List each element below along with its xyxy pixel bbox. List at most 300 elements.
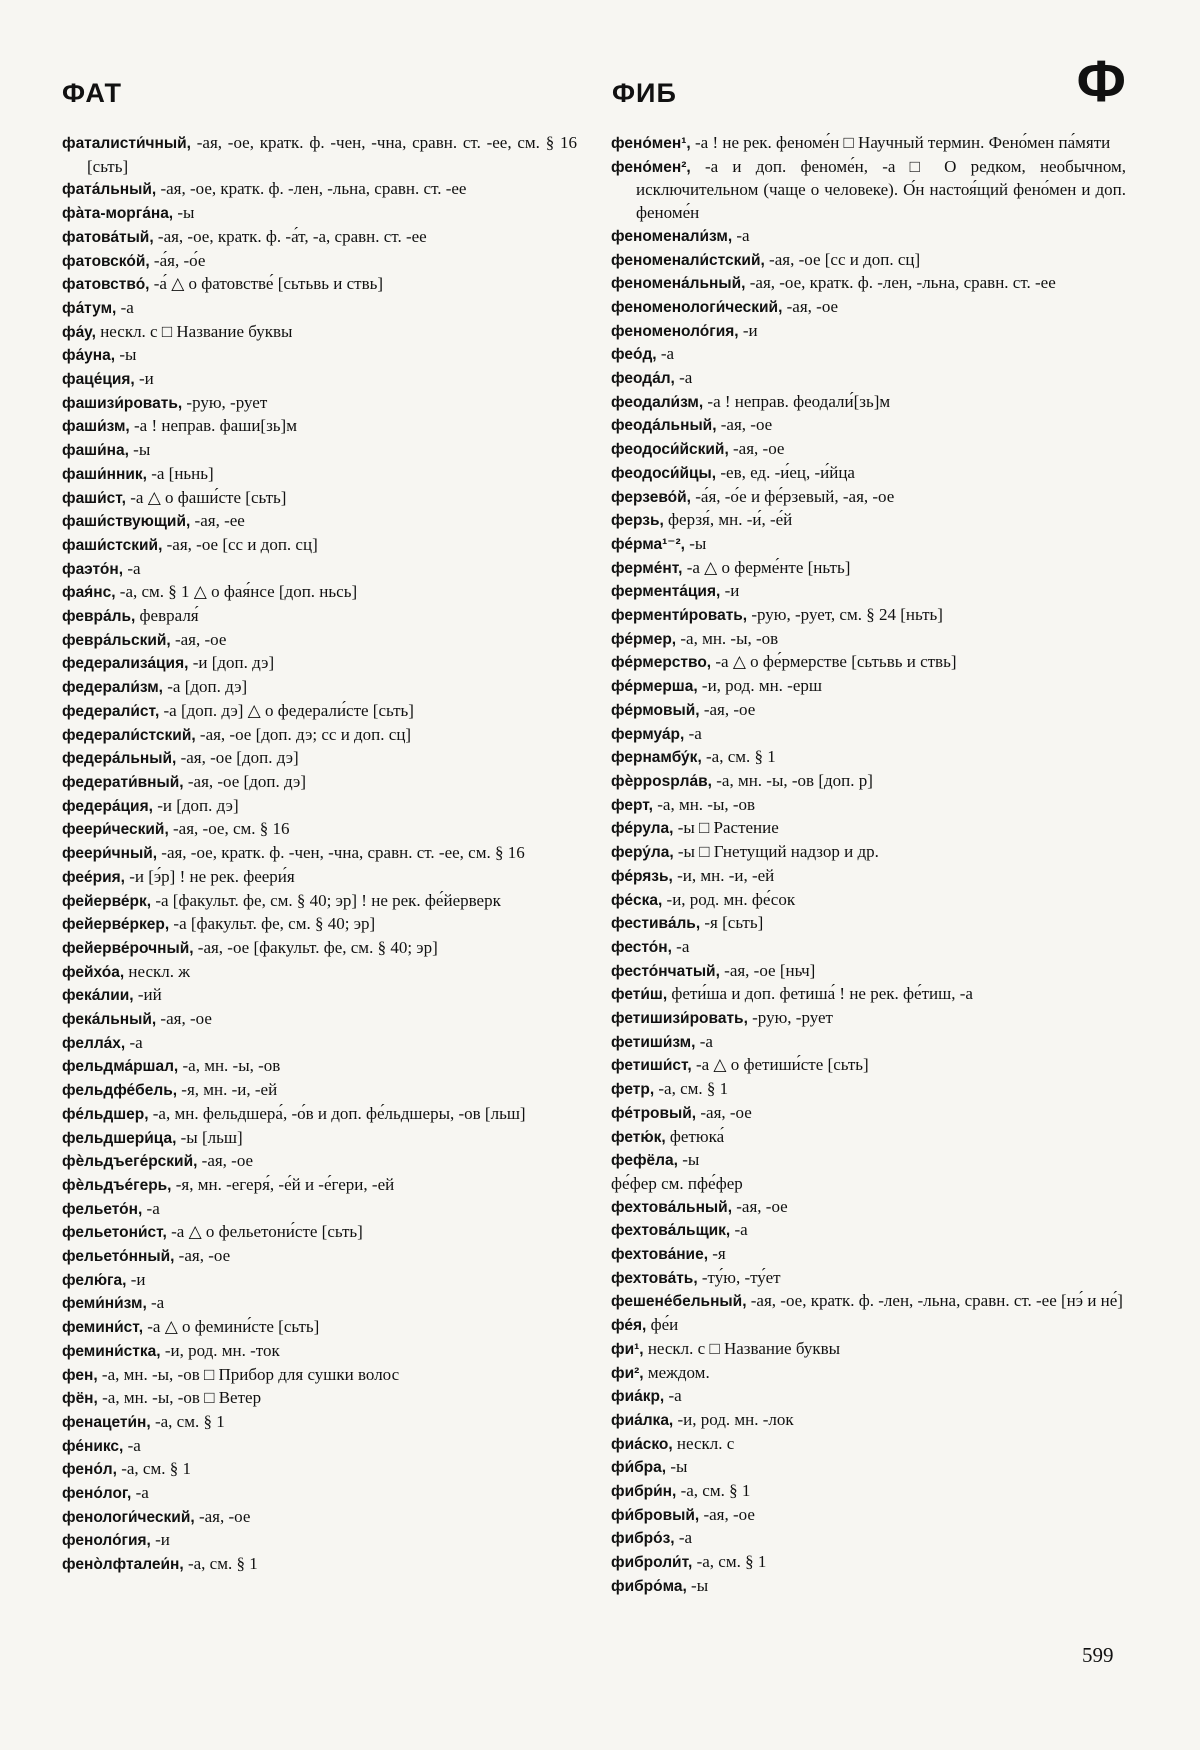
dictionary-entry [62, 1127, 577, 1151]
dictionary-entry [611, 249, 1126, 273]
dictionary-entry [62, 818, 577, 842]
entry-body: -и [доп. дэ] [157, 795, 239, 815]
entry-body: -ая, -ое [доп. дэ] [180, 748, 299, 768]
entry-body: -а [734, 1220, 748, 1240]
entry-body: -рую, -рует [186, 392, 268, 412]
headword: фаши́нник, [62, 465, 147, 483]
dictionary-entry [62, 1316, 577, 1340]
headword: феми́ни́зм, [62, 1295, 147, 1313]
dictionary-entry [611, 1243, 1126, 1267]
entry-body: -а, мн. -ы, -ов [680, 628, 779, 648]
entry-body: -ая, -ое [доп. дэ] [187, 771, 306, 791]
entry-body: -а [доп. дэ] [167, 677, 248, 697]
entry-body: -и, род. мн. -ток [164, 1340, 280, 1360]
headword: феодоси́йцы, [611, 464, 717, 482]
dictionary-entry [62, 842, 577, 866]
dictionary-entry [611, 651, 1126, 675]
entry-body: -ая, -ое [сс и доп. сц] [769, 249, 921, 269]
dictionary-entry [611, 628, 1126, 652]
headword: фен, [62, 1366, 98, 1384]
dictionary-entry [62, 1174, 577, 1198]
entry-body: -и [доп. дэ] [192, 653, 275, 673]
entry-body: -ая, -ое [сс и доп. сц] [166, 534, 318, 554]
dictionary-entry [62, 1340, 577, 1364]
dictionary-entry [62, 1055, 577, 1079]
entry-body: -а △ о фетиши́сте [сьть] [695, 1055, 869, 1075]
entry-body: -ая, -ое [ньч] [724, 960, 816, 980]
headword: фемини́ст, [62, 1319, 144, 1337]
dictionary-entry [62, 984, 577, 1008]
entry-body: -а, мн. фельдшера́, -о́в и доп. фе́льдшеры, -ов [льш] [152, 1103, 526, 1123]
dictionary-entry [62, 132, 577, 178]
dictionary-entry [611, 272, 1126, 296]
entry-body: -а, мн. -ы, -ов [182, 1056, 281, 1076]
dictionary-entry [62, 1292, 577, 1316]
page-number: 599 [1082, 1643, 1114, 1667]
headword: фейерве́рочный, [62, 939, 194, 957]
headword: фаши́стский, [62, 536, 163, 554]
headword: фее́рия, [62, 868, 125, 886]
headword: фи², [611, 1364, 644, 1382]
entry-body: -а, мн. -ы, -ов □ Прибор для сушки волос [101, 1364, 400, 1384]
entry-body: нескл. с [676, 1433, 735, 1453]
dictionary-entry [62, 890, 577, 914]
dictionary-entry [611, 1219, 1126, 1243]
dictionary-entry [611, 1290, 1126, 1314]
dictionary-entry [62, 1032, 577, 1056]
headword: феода́льный, [611, 417, 717, 435]
dictionary-entry [62, 795, 577, 819]
entry-body: -ы [119, 345, 137, 365]
dictionary-entry [611, 343, 1126, 367]
dictionary-entry [62, 747, 577, 771]
entry-body: фе́фер см. пфе́фер [611, 1173, 743, 1193]
entry-body: -ая, -ее [194, 511, 245, 531]
dictionary-entry [611, 1196, 1126, 1220]
entry-body: -а́ △ о фатовстве́ [сьтьвь и ствь] [153, 274, 384, 294]
headword: фехтова́льщик, [611, 1222, 731, 1240]
dictionary-entry [62, 463, 577, 487]
entry-body: -и, род. мн. фе́сок [666, 889, 796, 909]
entry-body: -а ! неправ. феодали́[зь]м [707, 391, 891, 411]
dictionary-entry [611, 1409, 1126, 1433]
headword: фейерве́рк, [62, 892, 152, 910]
dictionary-entry [611, 509, 1126, 533]
dictionary-entry [611, 462, 1126, 486]
dictionary-entry [611, 1078, 1126, 1102]
entry-body: -а [699, 1031, 713, 1051]
entry-body: -ы [689, 533, 707, 553]
dictionary-entry [611, 1575, 1126, 1599]
headword: фе́льдшер, [62, 1105, 149, 1123]
dictionary-entry [611, 841, 1126, 865]
headword: фаэто́н, [62, 560, 124, 578]
headword: фашизи́ровать, [62, 394, 183, 412]
headword: фено́л, [62, 1461, 117, 1479]
headword: фека́лии, [62, 987, 134, 1005]
headword: фети́ш, [611, 986, 668, 1004]
headword: федерали́ст, [62, 702, 160, 720]
headword: фесто́нчатый, [611, 962, 720, 980]
dictionary-entry [62, 1553, 577, 1577]
headword: фе́рула, [611, 820, 674, 838]
entry-body: -ы [177, 203, 195, 223]
dictionary-entry [611, 1504, 1126, 1528]
entry-body: -а [129, 1032, 143, 1052]
dictionary-entry [611, 983, 1126, 1007]
headword: фельдфе́бель, [62, 1082, 178, 1100]
entry-body: -ы [льш] [180, 1127, 243, 1147]
headword: фетю́к, [611, 1128, 666, 1146]
headword: феери́ческий, [62, 821, 169, 839]
headword: фехтова́льный, [611, 1198, 733, 1216]
headword: фе́рязь, [611, 867, 673, 885]
dictionary-entry [62, 1269, 577, 1293]
dictionary-entry [62, 273, 577, 297]
dictionary-entry [62, 1482, 577, 1506]
headword: феру́ла, [611, 844, 674, 862]
dictionary-entry [62, 724, 577, 748]
entry-body: -а [факульт. фе, см. § 40; эр] [173, 914, 376, 934]
dictionary-entry [62, 1364, 577, 1388]
headword: фе́рмовый, [611, 701, 700, 719]
dictionary-entry [611, 580, 1126, 604]
dictionary-entry [62, 1103, 577, 1127]
headword: фён, [62, 1390, 98, 1408]
dictionary-entry [62, 605, 577, 629]
dictionary-entry [62, 1150, 577, 1174]
entry-body: -а [679, 368, 693, 388]
dictionary-entry [611, 1314, 1126, 1338]
dictionary-entry [62, 368, 577, 392]
headword: ферт, [611, 796, 653, 814]
dictionary-entry [62, 510, 577, 534]
entry-body: -я, мн. -и, -ей [181, 1080, 278, 1100]
headword: фаши́на, [62, 442, 129, 460]
dictionary-entry [62, 321, 577, 345]
headword: федерали́зм, [62, 679, 163, 697]
headword: фетишизи́ровать, [611, 1010, 748, 1028]
entry-body: фе́и [650, 1315, 679, 1335]
entry-body: -а, мн. -ы, -ов [доп. р] [716, 770, 873, 790]
entry-body: -а △ о ферме́нте [ньть] [686, 557, 851, 577]
headword: фѐльдъеге́рский, [62, 1153, 198, 1171]
entry-body: -ая, -ое [178, 1246, 231, 1266]
headword: феноменоло́гия, [611, 322, 739, 340]
dictionary-entry [611, 1433, 1126, 1457]
running-head-right: ФИБ [612, 78, 677, 108]
entry-body: -а ! неправ. фаши[зь]м [133, 416, 297, 436]
headword: фесто́н, [611, 938, 672, 956]
entry-body: -ая, -ое [доп. дэ; сс и доп. сц] [199, 724, 412, 744]
entry-body: -ы [670, 1457, 688, 1477]
entry-body: -я, мн. -егеря́, -е́й и -е́гери, -ей [175, 1174, 395, 1194]
headword: фа̀та-морга́на, [62, 205, 174, 223]
entry-body: -и, род. мн. -ерш [701, 676, 822, 696]
dictionary-entry [611, 296, 1126, 320]
dictionary-entry [611, 1007, 1126, 1031]
left-column [62, 132, 577, 1577]
headword: фешене́бельный, [611, 1293, 747, 1311]
headword: фе́тровый, [611, 1104, 697, 1122]
dictionary-entry [611, 936, 1126, 960]
entry-body: нескл. ж [128, 961, 190, 981]
headword: феода́л, [611, 370, 675, 388]
entry-body: -ая, -ое [700, 1102, 752, 1122]
dictionary-entry [62, 178, 577, 202]
right-column [611, 132, 1126, 1599]
headword: фехтова́ние, [611, 1246, 709, 1264]
headword: федера́ция, [62, 797, 153, 815]
headword: фено́мен², [611, 158, 691, 176]
entry-body: -и, род. мн. -лок [677, 1409, 794, 1429]
headword: фелла́х, [62, 1034, 126, 1052]
dictionary-entry [611, 486, 1126, 510]
dictionary-entry [62, 1529, 577, 1553]
headword: февра́льский, [62, 631, 171, 649]
dictionary-entry [62, 771, 577, 795]
headword: фейхо́а, [62, 963, 125, 981]
headword: фа́тум, [62, 299, 117, 317]
dictionary-entry [62, 1221, 577, 1245]
dictionary-entry [611, 1173, 1126, 1196]
dictionary-entry [611, 960, 1126, 984]
entry-body: -а и доп. феноме́н, -а □ О редком, необычном, исключительном (чаще о человеке). О́н настоя́щий фено́мен и доп. феноме́н [636, 156, 1127, 223]
entry-body: -а △ о фемини́сте [сьть] [147, 1317, 320, 1337]
headword: федера́льный, [62, 750, 177, 768]
headword: фаши́зм, [62, 418, 130, 436]
entry-body: -а, см. § 1 △ о фая́нсе [доп. ньсь] [119, 582, 358, 602]
headword: фиа́ско, [611, 1435, 673, 1453]
headword: фека́льный, [62, 1011, 157, 1029]
dictionary-entry [611, 557, 1126, 581]
headword: фе́рмерство, [611, 654, 712, 672]
headword: фехтова́ть, [611, 1269, 698, 1287]
entry-body: -а, мн. -ы, -ов [657, 794, 756, 814]
entry-body: -ая, -ое, кратк. ф. -чен, -чна, сравн. ст. -ее, см. § 16 [161, 843, 525, 863]
headword: фено́мен¹, [611, 135, 691, 152]
entry-body: -а [доп. дэ] △ о федерали́сте [сьть] [163, 700, 414, 720]
entry-body: -а, мн. -ы, -ов □ Ветер [102, 1388, 262, 1408]
entry-body: -а [678, 1528, 693, 1548]
entry-body: -а́я, -о́е [153, 250, 206, 270]
headword: фельето́н, [62, 1200, 143, 1218]
headword: ферзево́й, [611, 488, 691, 506]
entry-body: -а [127, 558, 141, 578]
dictionary-entry [62, 392, 577, 416]
entry-body: -и [э́р] ! не рек. феери́я [129, 866, 295, 886]
entry-body: -а, см. § 1 [154, 1411, 225, 1431]
headword: фи́бровый, [611, 1506, 700, 1524]
dictionary-entry [62, 676, 577, 700]
dictionary-entry [611, 1551, 1126, 1575]
dictionary-entry [62, 1079, 577, 1103]
entry-body: -и [130, 1269, 146, 1289]
headword: фенологи́ческий, [62, 1508, 195, 1526]
entry-body: -ы □ Растение [677, 818, 779, 838]
headword: фѐррospла́в, [611, 772, 712, 790]
headword: фаши́ст, [62, 489, 126, 507]
headword: фейерве́ркер, [62, 916, 170, 934]
dictionary-entry [62, 1506, 577, 1530]
headword: фаце́ция, [62, 371, 135, 389]
headword: фибри́н, [611, 1483, 677, 1501]
entry-body: -ы □ Гнетущий надзор и др. [677, 842, 879, 862]
entry-body: -я [712, 1244, 726, 1264]
headword: фаши́ствующий, [62, 513, 191, 531]
dictionary-entry [62, 1458, 577, 1482]
entry-body: -ая, -ое, см. § 16 [173, 819, 290, 839]
entry-body: -а, см. § 1 [706, 747, 776, 767]
headword: ферменти́ровать, [611, 607, 748, 625]
entry-body: -ая, -ое [733, 439, 785, 459]
headword: федерати́вный, [62, 773, 184, 791]
dictionary-entry [62, 415, 577, 439]
dictionary-entry [62, 913, 577, 937]
entry-body: нескл. с □ Название буквы [647, 1338, 841, 1358]
entry-body: -ая, -ое [736, 1196, 788, 1216]
entry-body: -а [660, 344, 675, 364]
headword: феноло́гия, [62, 1532, 151, 1550]
headword: фиброли́т, [611, 1554, 693, 1572]
dictionary-entry [611, 1126, 1126, 1150]
dictionary-entry [62, 700, 577, 724]
entry-body: -ая, -ое [198, 1506, 251, 1526]
headword: фельдшери́ца, [62, 1129, 177, 1147]
headword: фефёла, [611, 1152, 678, 1170]
entry-body: -а, см. § 1 [680, 1481, 751, 1501]
entry-body: -ая, -ое, кратк. ф. -а́т, -а, сравн. ст. -ее [157, 226, 427, 246]
entry-body: -рую, -рует, см. § 24 [ньть] [751, 605, 943, 625]
dictionary-entry [62, 629, 577, 653]
entry-body: -и [155, 1530, 170, 1550]
dictionary-entry [62, 581, 577, 605]
headword: фельдма́ршал, [62, 1058, 179, 1076]
entry-body: -ая, -ое [720, 415, 773, 435]
entry-body: -а [127, 1435, 141, 1455]
entry-body: -а [676, 936, 690, 956]
entry-body: -ий [137, 985, 162, 1005]
dictionary-entry [611, 533, 1126, 557]
headword: фельетони́ст, [62, 1224, 167, 1242]
headword: февра́ль, [62, 608, 136, 626]
dictionary-entry [62, 250, 577, 274]
headword: фестива́ль, [611, 915, 701, 933]
dictionary-entry [611, 746, 1126, 770]
entry-body: междом. [647, 1362, 710, 1382]
dictionary-entry [611, 723, 1126, 747]
headword: фая́нс, [62, 584, 116, 602]
dictionary-entry [62, 1198, 577, 1222]
dictionary-entry [611, 1527, 1126, 1551]
entry-body: -а ! не рек. феноме́н □ Научный термин. Фено́мен па́мяти [694, 133, 1111, 152]
headword: феодоси́йский, [611, 441, 729, 459]
entry-body: -а △ о фаши́сте [сьть] [130, 487, 287, 507]
entry-body: нескл. с □ Название буквы [100, 321, 293, 341]
headword: фе́никс, [62, 1437, 124, 1455]
dictionary-entry [611, 1149, 1126, 1173]
headword: фибро́з, [611, 1530, 675, 1548]
dictionary-entry [611, 770, 1126, 794]
dictionary-entry [611, 912, 1126, 936]
entry-body: -ая, -ое, кратк. ф. -лен, -льна, сравн. ст. -ее [нэ́ и не́] [750, 1291, 1123, 1311]
dictionary-entry [62, 1008, 577, 1032]
entry-body: -а, см. § 1 [696, 1552, 767, 1572]
dictionary-entry [611, 817, 1126, 841]
entry-body: -ту́ю, -ту́ет [701, 1267, 781, 1287]
headword: феноменали́зм, [611, 227, 733, 245]
entry-body: -а △ о фе́рмерстве [сьтьвь и ствь] [715, 652, 957, 672]
dictionary-entry [62, 1245, 577, 1269]
dictionary-entry [62, 1387, 577, 1411]
entry-body: фети́ша и доп. фетиша́ ! не рек. фе́тиш, -а [671, 984, 973, 1004]
headword: фео́д, [611, 346, 657, 364]
headword: фельето́нный, [62, 1248, 175, 1266]
dictionary-entry [611, 438, 1126, 462]
entry-body: -я [сьть] [704, 913, 764, 933]
headword: фатовство́, [62, 276, 150, 294]
entry-body: фетюка́ [669, 1126, 725, 1146]
entry-body: -а [146, 1198, 160, 1218]
entry-body: -и [139, 369, 154, 389]
headword: фелю́га, [62, 1271, 127, 1289]
dictionary-entry [611, 794, 1126, 818]
entry-body: ферзя́, мн. -и́, -е́й [668, 510, 793, 530]
headword: феодали́зм, [611, 393, 704, 411]
dictionary-entry [62, 1411, 577, 1435]
dictionary-entry [611, 604, 1126, 628]
dictionary-entry [611, 320, 1126, 344]
entry-body: -ая, -ое, кратк. ф. -лен, -льна, сравн. ст. -ее [160, 179, 467, 199]
headword: феноменологи́ческий, [611, 298, 783, 316]
headword: фе́ска, [611, 891, 663, 909]
entry-body: -рую, -рует [752, 1008, 833, 1028]
entry-body: -ая, -ое [703, 699, 756, 719]
dictionary-entry [62, 226, 577, 250]
headword: фатовско́й, [62, 252, 150, 270]
headword: фено́лог, [62, 1485, 132, 1503]
dictionary-entry [611, 225, 1126, 249]
headword: фиа́кр, [611, 1388, 665, 1406]
dictionary-entry [62, 202, 577, 226]
entry-body: -а, см. § 1 [187, 1554, 258, 1574]
dictionary-entry [62, 1435, 577, 1459]
headword: фетиши́ст, [611, 1057, 692, 1075]
entry-body: -ы [682, 1150, 700, 1170]
entry-body: февраля́ [139, 606, 199, 626]
headword: фенацети́н, [62, 1413, 151, 1431]
headword: феноменали́стский, [611, 251, 765, 269]
dictionary-entry [611, 391, 1126, 415]
dictionary-entry [611, 865, 1126, 889]
entry-body: -а, см. § 1 [121, 1459, 191, 1479]
dictionary-entry [611, 675, 1126, 699]
headword: ферзь, [611, 512, 664, 530]
headword: фетиши́зм, [611, 1033, 696, 1051]
entry-body: -ая, -ое [201, 1151, 254, 1171]
headword: фатова́тый, [62, 228, 154, 246]
entry-body: -ая, -ое, кратк. ф. -лен, -льна, сравн. ст. -ее [749, 273, 1056, 293]
entry-body: -а [151, 1293, 165, 1313]
entry-body: -ев, ед. -и́ец, -и́йца [720, 462, 855, 482]
dictionary-entry [611, 1031, 1126, 1055]
dictionary-entry [62, 866, 577, 890]
headword: фе́я, [611, 1317, 647, 1335]
entry-body: -а △ о фельетони́сте [сьть] [171, 1222, 363, 1242]
dictionary-entry [62, 937, 577, 961]
dictionary-entry [611, 699, 1126, 723]
headword: фе́рмерша, [611, 678, 698, 696]
